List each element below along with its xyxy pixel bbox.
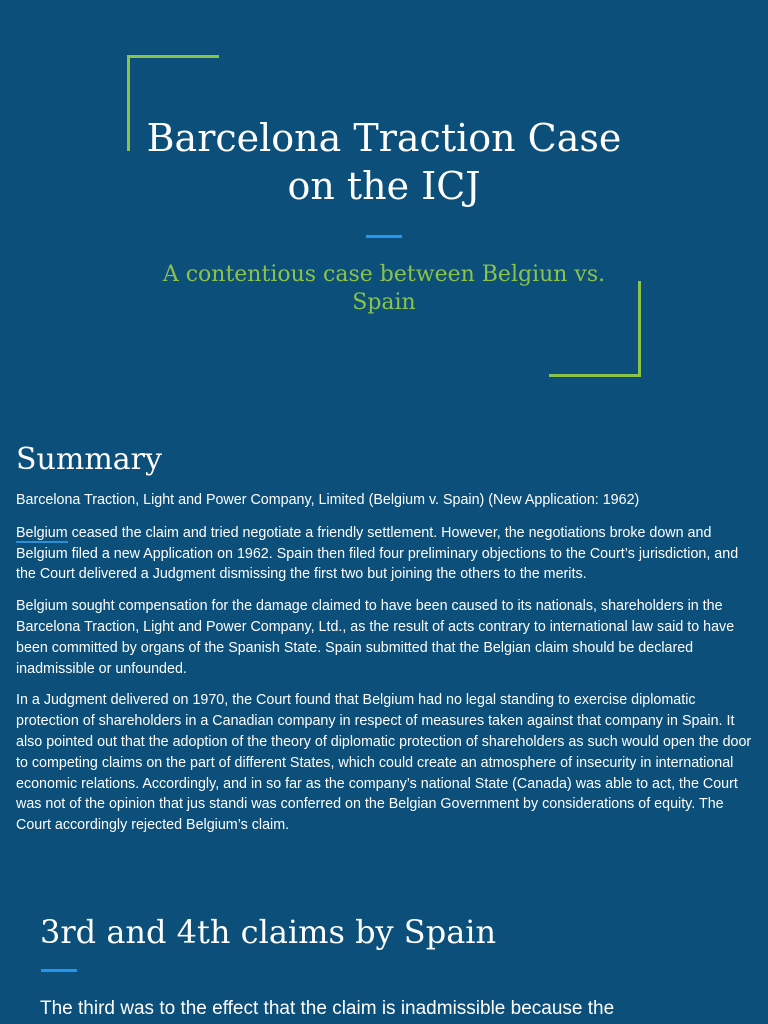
summary-paragraph-1 [16, 523, 756, 585]
corner-bracket-bottom-right-vertical [638, 281, 641, 377]
summary-paragraph-2: Belgium sought compensation for the damage claimed to have been caused to its nationals, shareholders in the Barcelona Traction, Light and Power Company, Ltd., as the result of acts contrary to international law said to have been committed by organs of the Spanish State. Spain submitted that the Belgian claim should be declared inadmissible or unfounded. [16, 598, 735, 677]
claims-accent-line [41, 969, 77, 972]
claims-slide [0, 890, 768, 1024]
summary-paragraph-1-text: ceased the claim and tried negotiate a friendly settlement. However, the negotiations broke down and Belgium filed a new Application on 1962. Spain then filed four preliminary objections to the Court’s jurisdiction, and the Court delivered a Judgment dismissing the first two but joining the others to the merits. [16, 524, 739, 583]
slide-title: Barcelona Traction Case on the ICJ [146, 116, 622, 208]
title-slide [0, 0, 768, 430]
slide-subtitle: A contentious case between Belgiun vs. Spain [162, 262, 606, 315]
claims-heading: 3rd and 4th claims by Spain [40, 913, 497, 951]
summary-section [16, 440, 756, 847]
corner-bracket-bottom-right [549, 374, 641, 377]
claims-body-text: The third was to the effect that the claim is inadmissible because the [40, 998, 615, 1019]
title-accent-line [366, 235, 402, 238]
corner-bracket-top-left-vertical [127, 55, 130, 151]
summary-heading: Summary [16, 442, 162, 477]
corner-bracket-top-left [127, 55, 219, 58]
case-title-line: Barcelona Traction, Light and Power Company, Limited (Belgium v. Spain) (New Application: 1962) [16, 492, 640, 508]
underlined-word: Belgium [16, 524, 68, 541]
summary-paragraph-3: In a Judgment delivered on 1970, the Court found that Belgium had no legal standing to exercise diplomatic protection of shareholders in a Canadian company in respect of measures taken against that company in Spain. It also pointed out that the adoption of the theory of diplomatic protection of shareholders as such would open the door to competing claims on the part of different States, which could create an atmosphere of insecurity in international economic relations. Accordingly, and in so far as the company’s national State (Canada) was able to act, the Court was not of the opinion that jus standi was conferred on the Belgian Government by considerations of equity. The Court accordingly rejected Belgium’s claim. [16, 692, 752, 834]
